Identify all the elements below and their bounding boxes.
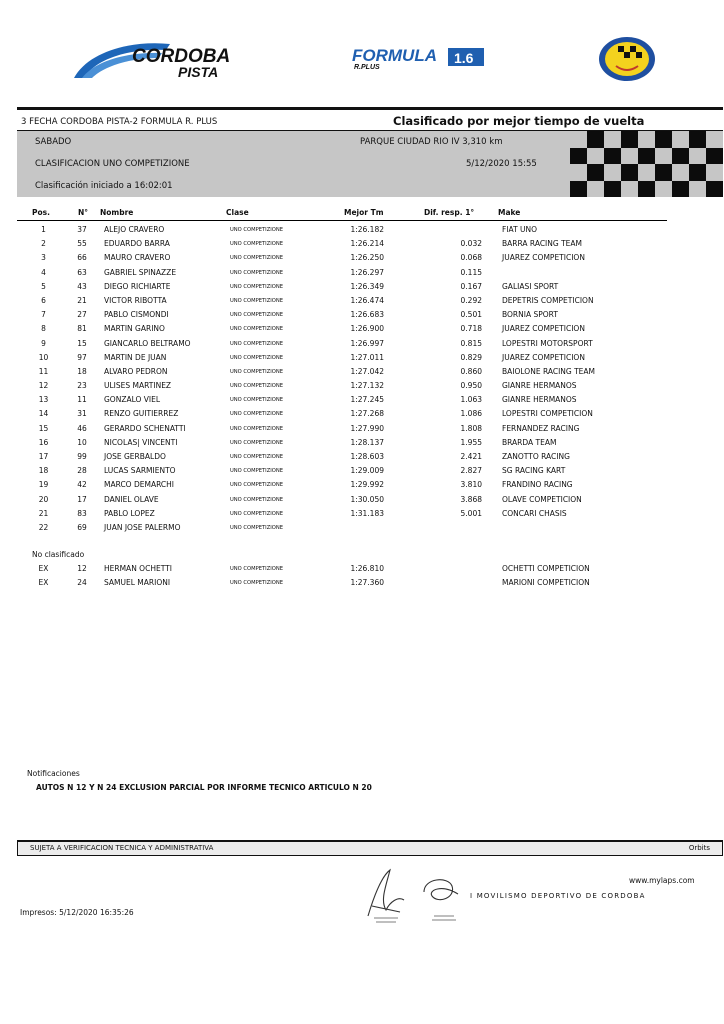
row-number: 69	[77, 522, 87, 532]
table-row	[0, 493, 724, 507]
row-gap: 1.063	[460, 395, 482, 405]
row-gap: 0.115	[460, 267, 482, 277]
row-team: OLAVE COMPETICION	[502, 494, 582, 504]
notifications-label: Notificaciones	[27, 769, 80, 778]
row-position: 4	[41, 267, 46, 277]
verification-notice: SUJETA A VERIFICACION TECNICA Y ADMINISTRATIVA	[30, 844, 214, 852]
table-row	[0, 308, 724, 322]
row-best-time: 1:30.050	[350, 494, 384, 504]
footer-bar	[17, 840, 723, 856]
table-row	[0, 223, 724, 237]
row-class: UNO COMPETIZIONE	[230, 580, 284, 587]
row-number: 17	[77, 494, 87, 504]
row-number: 28	[77, 466, 87, 476]
row-best-time: 1:27.245	[350, 395, 384, 405]
row-position: 9	[41, 338, 46, 348]
row-driver-name: EDUARDO BARRA	[104, 239, 170, 249]
row-class: UNO COMPETIZIONE	[230, 496, 284, 503]
row-gap: 0.860	[460, 366, 482, 376]
table-row	[0, 379, 724, 393]
row-position: 10	[38, 352, 49, 362]
row-driver-name: NICOLAS| VINCENTI	[104, 437, 178, 447]
row-best-time: 1:26.250	[350, 253, 384, 263]
printed-timestamp: Impresos: 5/12/2020 16:35:26	[20, 908, 134, 917]
results-table	[0, 223, 724, 535]
row-number: 24	[77, 578, 87, 588]
row-number: 97	[77, 352, 87, 362]
row-gap: 1.808	[460, 423, 482, 433]
row-best-time: 1:27.042	[350, 366, 384, 376]
row-class: UNO COMPETIZIONE	[230, 312, 284, 319]
row-number: 63	[77, 267, 87, 277]
row-gap: 0.167	[460, 281, 482, 291]
signature-director	[418, 872, 468, 926]
table-row	[0, 280, 724, 294]
row-class: UNO COMPETIZIONE	[230, 524, 284, 531]
row-number: 37	[77, 225, 87, 234]
row-number: 55	[77, 239, 87, 249]
row-best-time: 1:26.810	[350, 564, 384, 573]
row-number: 15	[77, 338, 87, 348]
formula-rplus-logo	[350, 44, 486, 70]
checkered-flag-pattern	[570, 131, 723, 197]
row-best-time: 1:29.992	[350, 480, 384, 490]
row-position: 2	[41, 239, 46, 249]
row-gap: 0.292	[460, 295, 482, 305]
column-header-gap: Dif. resp. 1°	[424, 208, 475, 217]
table-row	[0, 266, 724, 280]
row-position: 21	[38, 508, 49, 518]
row-number: 43	[77, 281, 87, 291]
table-row	[0, 294, 724, 308]
row-team: LOPESTRI MOTORSPORT	[502, 338, 593, 348]
row-class: UNO COMPETIZIONE	[230, 425, 284, 432]
table-row	[0, 436, 724, 450]
row-driver-name: ALEJO CRAVERO	[104, 225, 165, 234]
row-number: 23	[77, 381, 87, 391]
row-driver-name: GERARDO SCHENATTI	[104, 423, 186, 433]
row-class: UNO COMPETIZIONE	[230, 439, 284, 446]
table-row	[0, 407, 724, 421]
row-class: UNO COMPETIZIONE	[230, 383, 284, 390]
row-driver-name: GONZALO VIEL	[104, 395, 161, 405]
notification-text: AUTOS N 12 Y N 24 EXCLUSION PARCIAL POR INFORME TECNICO ARTICULO N 20	[36, 783, 372, 792]
row-position: 1	[41, 225, 46, 234]
row-driver-name: DANIEL OLAVE	[104, 494, 159, 504]
logo-area	[0, 0, 724, 100]
row-best-time: 1:27.132	[350, 381, 384, 391]
row-best-time: 1:26.349	[350, 281, 384, 291]
page-title: Clasificado por mejor tiempo de vuelta	[393, 114, 645, 128]
row-best-time: 1:26.997	[350, 338, 384, 348]
row-driver-name: HERMAN OCHETTI	[104, 564, 172, 573]
row-best-time: 1:28.603	[350, 452, 384, 461]
row-best-time: 1:28.137	[350, 437, 384, 447]
row-team: SG RACING KART	[502, 466, 566, 476]
table-row	[0, 393, 724, 407]
row-best-time: 1:26.182	[350, 225, 384, 234]
row-class: UNO COMPETIZIONE	[230, 566, 284, 572]
table-row	[0, 422, 724, 436]
row-number: 66	[77, 253, 87, 263]
row-class: UNO COMPETIZIONE	[230, 454, 284, 460]
row-gap: 0.829	[460, 352, 482, 362]
cordoba-pista-logo	[70, 38, 242, 80]
row-team: GALIASI SPORT	[502, 281, 559, 291]
row-position: 20	[38, 494, 49, 504]
row-team: BORNIA SPORT	[502, 310, 558, 320]
row-team: BARRA RACING TEAM	[502, 239, 582, 249]
table-row	[0, 351, 724, 365]
row-class: UNO COMPETIZIONE	[230, 397, 284, 404]
row-team: JUAREZ COMPETICION	[502, 253, 585, 263]
row-gap: 1.955	[460, 437, 482, 447]
title-bar	[17, 107, 723, 131]
row-class: UNO COMPETIZIONE	[230, 354, 284, 361]
table-row	[0, 507, 724, 521]
row-team: JUAREZ COMPETICION	[502, 324, 585, 334]
row-team: FRANDINO RACING	[502, 480, 573, 490]
row-number: 11	[77, 395, 87, 405]
row-number: 18	[77, 366, 87, 376]
row-position: 15	[38, 423, 49, 433]
row-team: GIANRE HERMANOS	[502, 381, 577, 391]
row-position: 18	[38, 466, 49, 476]
row-driver-name: PABLO CISMONDI	[104, 310, 169, 320]
row-best-time: 1:27.990	[350, 423, 384, 433]
row-best-time: 1:29.009	[350, 466, 384, 476]
row-team: OCHETTI COMPETICION	[502, 564, 590, 573]
row-class: UNO COMPETIZIONE	[230, 227, 284, 233]
table-row	[0, 251, 724, 265]
row-team: BAIOLONE RACING TEAM	[502, 366, 596, 376]
row-gap: 1.086	[460, 409, 482, 419]
row-position: 8	[41, 324, 46, 334]
session-start-time: Clasificación iniciado a 16:02:01	[35, 181, 173, 191]
row-team: JUAREZ COMPETICION	[502, 352, 585, 362]
row-number: 21	[77, 295, 87, 305]
row-team: ZANOTTO RACING	[502, 452, 570, 461]
column-header-pos: Pos.	[32, 208, 50, 217]
row-driver-name: GIANCARLO BELTRAMO	[104, 338, 191, 348]
row-best-time: 1:26.474	[350, 295, 384, 305]
row-position: 6	[41, 295, 46, 305]
row-class: UNO COMPETIZIONE	[230, 297, 284, 304]
row-number: 42	[77, 480, 87, 490]
row-team: MARIONI COMPETICION	[502, 578, 590, 588]
row-team: FERNANDEZ RACING	[502, 423, 580, 433]
row-driver-name: MARTIN GARINO	[104, 324, 165, 334]
software-name: Orbits	[688, 844, 710, 852]
row-position: EX	[38, 578, 49, 588]
row-driver-name: VICTOR RIBOTTA	[104, 295, 167, 305]
column-header-name: Nombre	[100, 208, 134, 217]
column-header-class: Clase	[226, 208, 249, 217]
table-row	[0, 464, 724, 478]
column-header-best-time: Mejor Tm	[344, 208, 384, 217]
row-driver-name: MARTIN DE JUAN	[104, 352, 167, 362]
row-position: 7	[41, 310, 46, 320]
row-number: 81	[77, 324, 87, 334]
header-divider	[17, 220, 667, 221]
row-best-time: 1:26.297	[350, 267, 384, 277]
row-position: 16	[38, 437, 49, 447]
row-gap: 0.815	[460, 338, 482, 348]
row-team: DEPETRIS COMPETICION	[502, 295, 594, 305]
session-day: SABADO	[35, 137, 72, 147]
cordoba-logo-word: CORDOBA	[132, 46, 231, 67]
row-number: 27	[77, 310, 87, 320]
row-class: UNO COMPETIZIONE	[230, 482, 284, 489]
organization-name: I MOVILISMO DEPORTIVO DE CORDOBA	[470, 892, 646, 900]
signature-steward	[360, 866, 412, 926]
row-class: UNO COMPETIZIONE	[230, 255, 284, 262]
row-position: EX	[38, 564, 49, 573]
row-gap: 5.001	[460, 508, 482, 518]
table-row	[0, 365, 724, 379]
session-info-box	[17, 131, 723, 197]
row-class: UNO COMPETIZIONE	[230, 468, 284, 475]
row-gap: 3.810	[460, 480, 482, 490]
row-class: UNO COMPETIZIONE	[230, 241, 284, 248]
row-number: 83	[77, 508, 87, 518]
table-row	[0, 478, 724, 492]
table-row	[0, 521, 724, 535]
row-position: 22	[38, 522, 49, 532]
row-position: 14	[38, 409, 49, 419]
row-driver-name: JUAN JOSE PALERMO	[104, 522, 181, 532]
row-number: 10	[77, 437, 87, 447]
row-class: UNO COMPETIZIONE	[230, 326, 284, 333]
row-best-time: 1:26.683	[350, 310, 384, 320]
row-class: UNO COMPETIZIONE	[230, 340, 284, 347]
session-datetime: 5/12/2020 15:55	[466, 159, 537, 169]
row-gap: 3.868	[460, 494, 482, 504]
website-link[interactable]: www.mylaps.com	[629, 876, 695, 885]
row-number: 12	[77, 564, 87, 573]
table-row	[0, 237, 724, 251]
row-best-time: 1:27.011	[350, 352, 384, 362]
row-driver-name: MAURO CRAVERO	[104, 253, 171, 263]
row-gap: 0.032	[460, 239, 482, 249]
row-position: 13	[38, 395, 49, 405]
row-team: CONCARI CHASIS	[502, 508, 567, 518]
row-team: BRARDA TEAM	[502, 437, 557, 447]
not-classified-table	[0, 562, 724, 590]
row-best-time: 1:26.214	[350, 239, 384, 249]
row-team: LOPESTRI COMPETICION	[502, 409, 593, 419]
session-name: CLASIFICACION UNO COMPETIZIONE	[35, 159, 190, 169]
row-gap: 0.501	[460, 310, 482, 320]
rplus-logo-word: R.PLUS	[354, 64, 380, 70]
pista-logo-word: PISTA	[178, 64, 219, 80]
row-team: FIAT UNO	[502, 225, 538, 234]
column-header-number: N°	[78, 208, 89, 217]
row-driver-name: ULISES MARTINEZ	[104, 381, 172, 391]
row-team: GIANRE HERMANOS	[502, 395, 577, 405]
row-class: UNO COMPETIZIONE	[230, 283, 284, 290]
row-gap: 2.421	[460, 452, 482, 461]
row-driver-name: ALVARO PEDRON	[104, 366, 168, 376]
row-best-time: 1:27.360	[350, 578, 384, 588]
row-number: 46	[77, 423, 87, 433]
row-driver-name: LUCAS SARMIENTO	[104, 466, 176, 476]
table-row	[0, 576, 724, 590]
table-row	[0, 562, 724, 576]
row-position: 11	[38, 366, 49, 376]
row-best-time: 1:26.900	[350, 324, 384, 334]
row-class: UNO COMPETIZIONE	[230, 510, 284, 517]
row-gap: 2.827	[460, 466, 482, 476]
formula-logo-word: FORMULA	[352, 46, 437, 65]
row-driver-name: GABRIEL SPINAZZE	[104, 267, 177, 277]
formula-logo-number: 1.6	[454, 50, 474, 66]
row-number: 31	[77, 409, 87, 419]
row-gap: 0.068	[460, 253, 482, 263]
row-driver-name: RENZO GUITIERREZ	[104, 409, 179, 419]
row-position: 17	[38, 452, 49, 461]
row-position: 12	[38, 381, 49, 391]
row-class: UNO COMPETIZIONE	[230, 269, 284, 276]
table-row	[0, 337, 724, 351]
row-driver-name: JOSE GERBALDO	[104, 452, 166, 461]
event-name: 3 FECHA CORDOBA PISTA-2 FORMULA R. PLUS	[21, 117, 218, 127]
row-class: UNO COMPETIZIONE	[230, 368, 284, 375]
row-position: 3	[41, 253, 46, 263]
row-position: 19	[38, 480, 49, 490]
table-row	[0, 450, 724, 464]
federation-seal-logo	[598, 36, 656, 82]
row-number: 99	[77, 452, 87, 461]
not-classified-label: No clasificado	[32, 550, 85, 559]
row-best-time: 1:27.268	[350, 409, 384, 419]
row-gap: 0.718	[460, 324, 482, 334]
row-gap: 0.950	[460, 381, 482, 391]
column-header-make: Make	[498, 208, 521, 217]
circuit-name: PARQUE CIUDAD RIO IV 3,310 km	[360, 137, 503, 147]
table-row	[0, 322, 724, 336]
row-driver-name: DIEGO RICHIARTE	[104, 281, 171, 291]
row-class: UNO COMPETIZIONE	[230, 411, 284, 418]
row-driver-name: PABLO LOPEZ	[104, 508, 155, 518]
row-best-time: 1:31.183	[350, 508, 384, 518]
row-driver-name: SAMUEL MARIONI	[104, 578, 171, 588]
row-position: 5	[41, 281, 46, 291]
row-driver-name: MARCO DEMARCHI	[104, 480, 175, 490]
